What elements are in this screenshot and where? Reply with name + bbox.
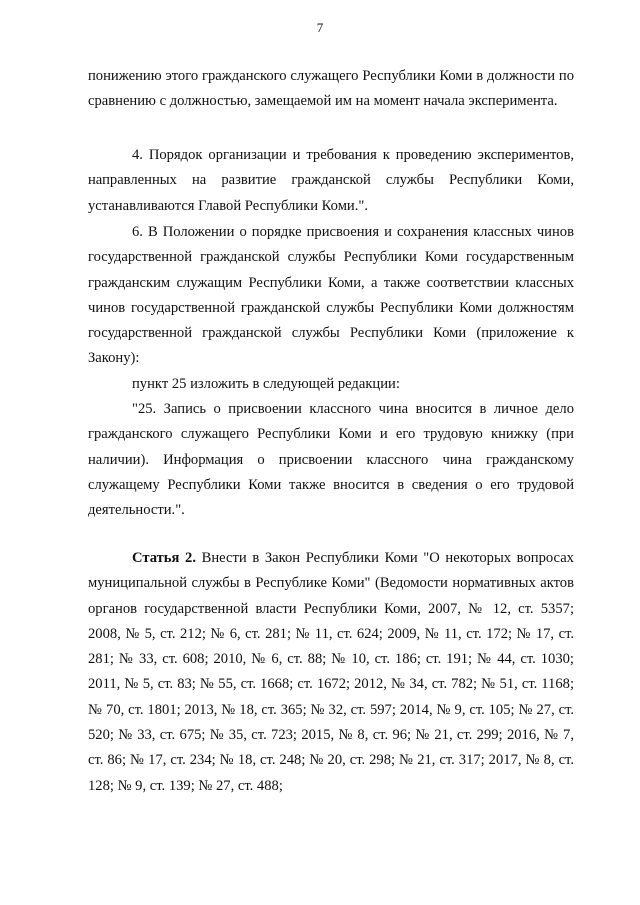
paragraph-item-4: 4. Порядок организации и требования к проведению экспериментов, направленных на развитие гражданской службы Республики Коми, устанавливаются Главой Республики Коми.". <box>88 147 574 214</box>
article-2-paragraph <box>88 546 574 799</box>
paragraph-continuation: понижению этого гражданского служащего Республики Коми в должности по сравнению с должностью, замещаемой им на момент начала эксперимента. <box>88 68 574 110</box>
article-2-heading: Статья 2. <box>132 550 196 566</box>
paragraph-item-6: 6. В Положении о порядке присвоения и сохранения классных чинов государственной гражданской службы Республики Коми государственным гражданским служащим Республики Коми, а также соответствии классных чинов государственной гражданской службы Республики Коми должностям государственной гражданской службы Республики Коми (приложение к Закону): <box>88 224 574 367</box>
page-number: 7 <box>316 20 324 35</box>
paragraph-point-25-text: "25. Запись о присвоении классного чина вносится в личное дело гражданского служащего Республики Коми и его трудовую книжку (при наличии). Информация о присвоении классного чина гражданскому служащему Республики Коми также вносится в сведения о его трудовой деятельности.". <box>88 401 574 519</box>
paragraph-point-25-intro: пункт 25 изложить в следующей редакции: <box>132 376 400 392</box>
article-2-text: Внести в Закон Республики Коми "О некоторых вопросах муниципальной службы в Республике Коми" (Ведомости нормативных актов органов государственной власти Республики Коми, 2007, № 12, ст. 5357; 2008, № 5, ст. 212; № 6, ст. 281; № 11, ст. 624; 2009, № 11, ст. 172; № 17, ст. 281; № 33, ст. 608; 2010, № 6, ст. 88; № 10, ст. 186; ст. 191; № 44, ст. 1030; 2011, № 5, ст. 83; № 55, ст. 1668; ст. 1672; 2012, № 34, ст. 782; № 51, ст. 1168; № 70, ст. 1801; 2013, № 18, ст. 365; № 32, ст. 597; 2014, № 9, ст. 105; № 27, ст. 520; № 33, ст. 675; № 35, ст. 723; 2015, № 8, ст. 96; № 21, ст. 299; 2016, № 7, ст. 86; № 17, ст. 234; № 18, ст. 248; № 20, ст. 298; № 21, ст. 317; 2017, № 8, ст. 128; № 9, ст. 139; № 27, ст. 488; <box>88 550 574 794</box>
